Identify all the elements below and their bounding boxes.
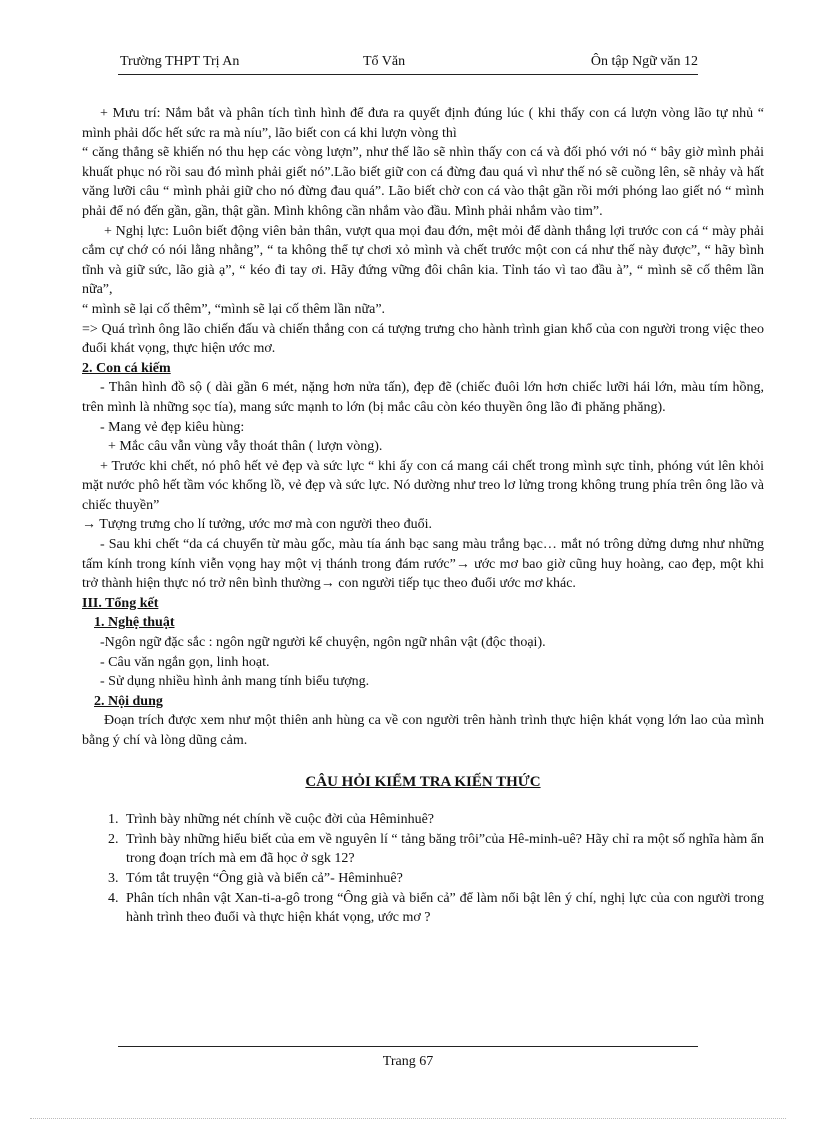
paragraph-art-symbols: - Sử dụng nhiều hình ảnh mang tính biểu tượng. xyxy=(100,674,370,690)
header-group: Tổ Văn xyxy=(363,54,406,69)
paragraph-willpower: + Nghị lực: Luôn biết động viên bản thân, vượt qua mọi đau đớn, mệt mỏi để dành thắng lợi trước con cá “ mày phải cắm cự chớ có nói lằng nhằng”, “ ta không thể tự chơi xỏ mình và chết trước một con cá như thế này được”, “ hãy bình tĩnh và giữ sức, lão già ạ”, “ kéo đi tay ơi. Hãy đứng vững đôi chân kia. Tỉnh táo vì tao đầu à”, “ mình sẽ cố thêm lần nữa”, xyxy=(82,223,764,298)
document-body xyxy=(82,104,764,928)
paragraph-art-language: -Ngôn ngữ đặc sắc : ngôn ngữ người kể chuyện, ngôn ngữ nhân vật (độc thoại). xyxy=(100,635,546,651)
paragraph-fish-body: - Thân hình đồ sộ ( dài gần 6 mét, nặng hơn nửa tấn), đẹp đẽ (chiếc đuôi lớn hơn chiếc lưỡi hái lớn, màu tím hồng, trên mình là những sọc tía), mang sức mạnh to lớn (bị mắc câu còn kéo thuyền ông lão đi phăng phăng). xyxy=(82,380,764,415)
quiz-question: 2. Trình bày những hiểu biết của em về nguyên lí “ tảng băng trôi”của Hê-minh-uê? Hãy chỉ ra một số nghĩa hàm ẩn trong đoạn trích mà em đã học ở sgk 12? xyxy=(122,830,764,869)
paragraph-fish-death: + Trước khi chết, nó phô hết vẻ đẹp và sức lực “ khi ấy con cá mang cái chết trong mình sực tỉnh, phóng vút lên khỏi mặt nước phô hết tầm vóc khổng lồ, vẻ đẹp và sức lực. Nó dường như treo lơ lửng trong không trung phía trên ông lão và chiếc thuyền” xyxy=(82,458,764,513)
paragraph-fish-symbol: → Tượng trưng cho lí tưởng, ước mơ mà con người theo đuổi. xyxy=(82,517,432,533)
quiz-title: CÂU HỎI KIỂM TRA KIẾN THỨC xyxy=(305,773,541,790)
paragraph-fish-beauty: - Mang vẻ đẹp kiêu hùng: xyxy=(100,419,245,435)
header-subject: Ôn tập Ngữ văn 12 xyxy=(590,54,698,69)
quiz-list xyxy=(82,810,764,928)
page-bottom-border xyxy=(30,1118,786,1119)
subheading-content: 2. Nội dung xyxy=(94,693,163,709)
quiz-question: 4. Phân tích nhân vật Xan-ti-a-gô trong “Ông già và biển cả” để làm nổi bật lên ý chí, nghị lực của con người trong hành trình theo đuổi và thực hiện khát vọng, ước mơ ? xyxy=(122,889,764,928)
header-school: Trường THPT Trị An xyxy=(120,54,240,69)
subheading-art: 1. Nghệ thuật xyxy=(94,615,175,631)
quiz-question: 3. Tóm tắt truyện “Ông già và biển cả”- Hêminhuê? xyxy=(122,869,764,889)
section-heading-summary: III. Tổng kết xyxy=(82,595,159,611)
footer-divider xyxy=(118,1046,698,1047)
paragraph-willpower-cont: “ mình sẽ lại cố thêm”, “mình sẽ lại cố thêm lần nữa”. xyxy=(82,301,386,317)
paragraph-cunning: + Mưu trí: Nắm bắt và phân tích tình hình để đưa ra quyết định đúng lúc ( khi thấy con cá lượn vòng lão tự nhủ “ mình phải dốc hết sức ra mà níu”, lão biết con cá khi lượn vòng thì xyxy=(82,106,764,141)
paragraph-fish-struggle: + Mắc câu vẫn vùng vẫy thoát thân ( lượn vòng). xyxy=(108,439,383,455)
page-header xyxy=(118,52,698,75)
section-heading-fish: 2. Con cá kiếm xyxy=(82,360,171,376)
page-number: Trang 67 xyxy=(382,1054,434,1069)
paragraph-fish-after: - Sau khi chết “da cá chuyển từ màu gốc, màu tía ánh bạc sang màu trắng bạc… mắt nó trông dửng dưng như những tấm kính trong kính viễn vọng hay một vị thánh trong đám rước”→ ước mơ bao giờ cũng huy hoàng, cao đẹp, một khi trở thành hiện thực nó trở nên bình thường→ con người tiếp tục theo đuổi ước mơ khác. xyxy=(82,537,764,592)
paragraph-content: Đoạn trích được xem như một thiên anh hùng ca về con người trên hành trình thực hiện khát vọng lớn lao của mình bằng ý chí và lòng dũng cảm. xyxy=(82,713,764,748)
paragraph-art-sentences: - Câu văn ngắn gọn, linh hoạt. xyxy=(100,654,270,670)
paragraph-cunning-cont: “ căng thẳng sẽ khiến nó thu hẹp các vòng lượn”, như thế lão sẽ nhìn thấy con cá và đối phó với nó “ bây giờ mình phải khuất phục nó rồi sau đó mình phải giết nó”.Lão biết giữ con cá đừng đau quá vì như thế nó sẽ cuồng lên, sẽ nhảy và hất văng lưỡi câu “ mình phải giữ cho nó đừng đau quá”. Lão biết chờ con cá vào thật gần rồi mới phóng lao giết nó “ mình phải để nó đến gần, gần, thật gần. Mình không cần nhắm vào đầu. Mình phải nhắm vào tim”. xyxy=(82,145,764,219)
paragraph-conclusion: => Quá trình ông lão chiến đấu và chiến thắng con cá tượng trưng cho hành trình gian khổ của con người trong việc theo đuổi khát vọng, thực hiện ước mơ. xyxy=(82,321,764,357)
quiz-question: 1. Trình bày những nét chính về cuộc đời của Hêminhuê? xyxy=(122,810,764,830)
